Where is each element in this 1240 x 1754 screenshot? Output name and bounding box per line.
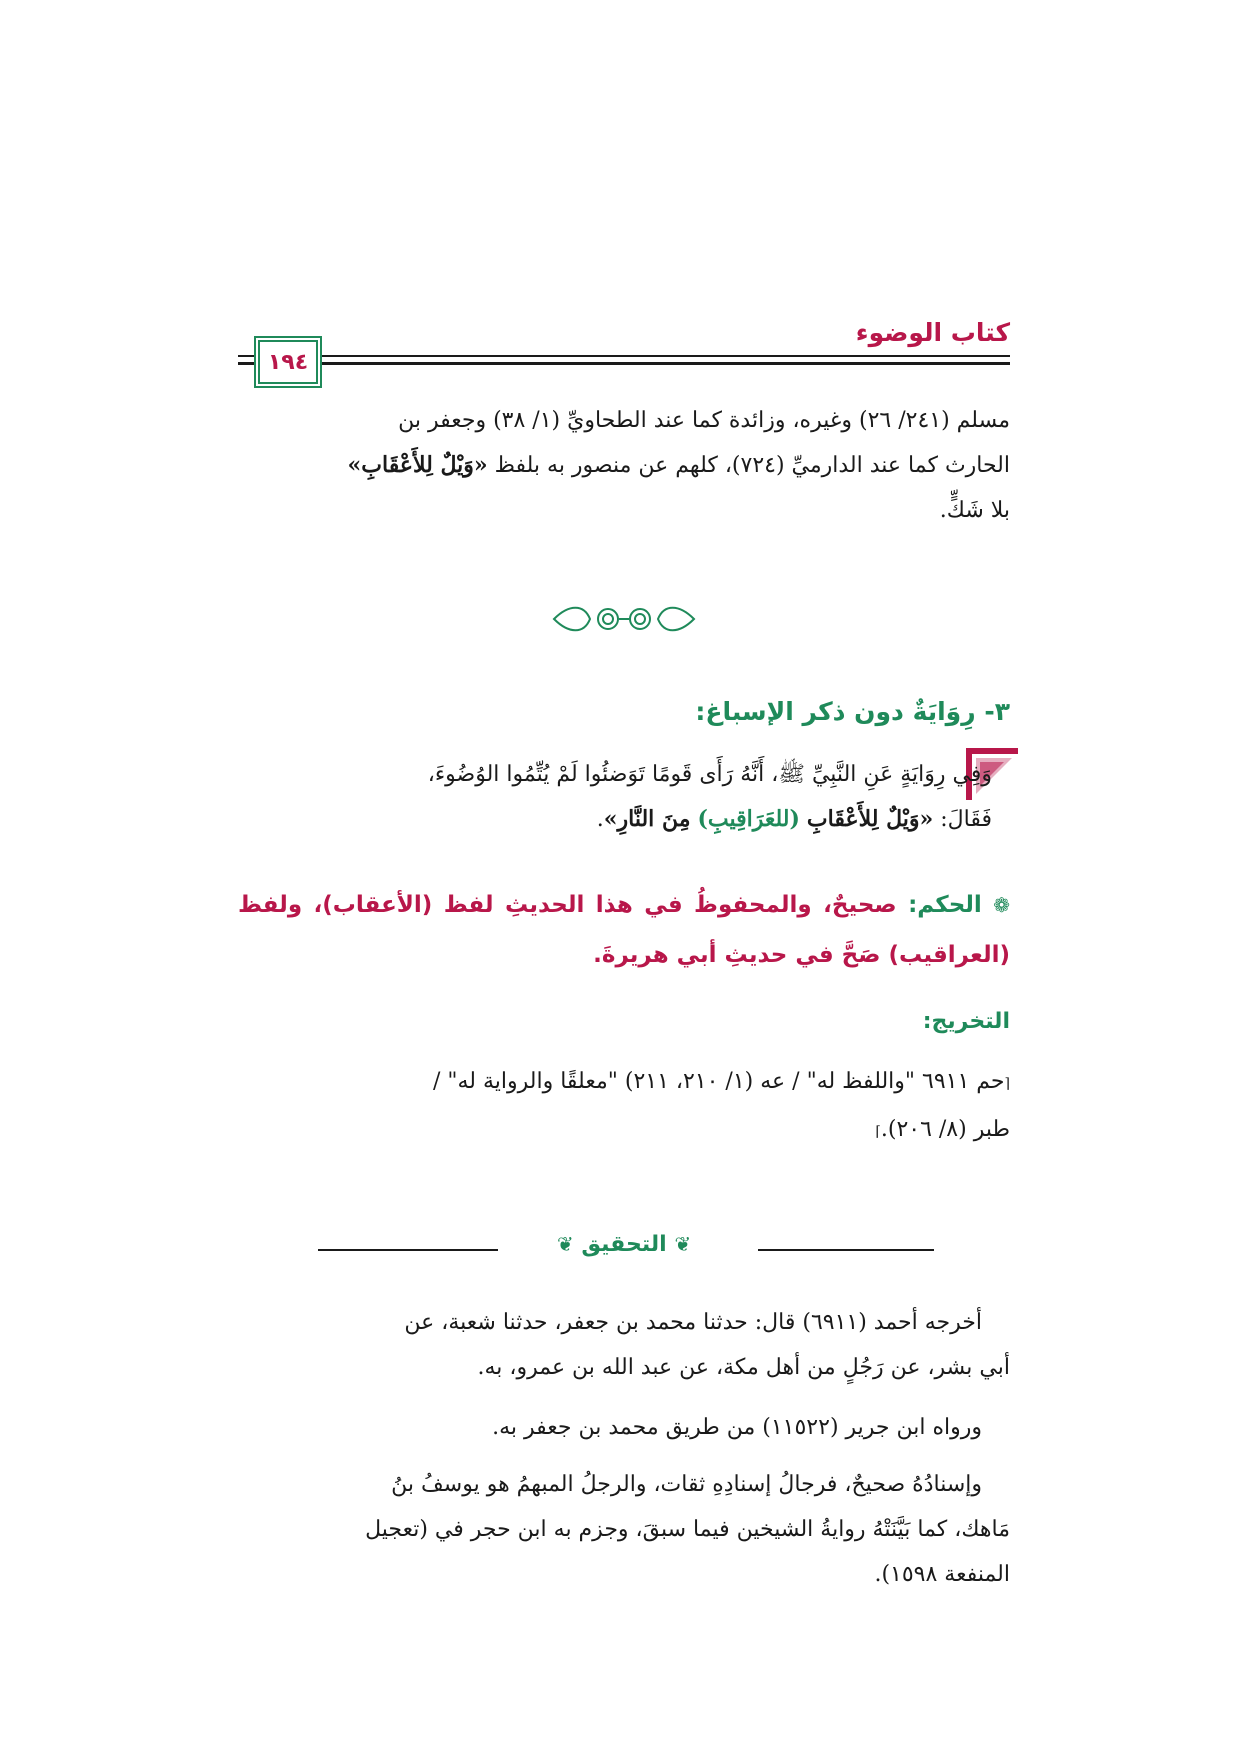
intro-line: مسلم (٢٤١/ ٢٦) وغيره، وزائدة كما عند الطحاويِّ (١/ ٣٨) وجعفر بن <box>398 408 1010 433</box>
intro-line: بلا شَكٍّ. <box>939 498 1010 523</box>
body-paragraph-3 <box>238 1462 1010 1597</box>
hadith-line <box>242 797 992 842</box>
header-rule-bottom <box>238 362 1010 365</box>
floral-ornament-icon <box>534 602 714 636</box>
body-line: وإسنادُهُ صحيحٌ، فرجالُ إسنادِهِ ثقات، والرجلُ المبهمُ هو يوسفُ بنُ <box>391 1472 982 1497</box>
tahqiq-heading <box>238 1232 1010 1257</box>
page-number-badge <box>258 340 318 384</box>
tahqiq-divider <box>238 1230 1010 1270</box>
section-number: ٣- <box>984 697 1010 726</box>
ruling-label: الحكم: <box>908 892 982 918</box>
hadith-variant: (للعَرَاقِيبِ) <box>697 806 800 832</box>
book-page <box>238 0 1010 1754</box>
takhrij-line-text: حم ٦٩١١ "واللفظ له" / عه (١/ ٢١٠، ٢١١) "معلقًا والرواية له" / <box>432 1069 1005 1094</box>
intro-paragraph <box>238 398 1010 533</box>
page-header <box>238 318 1010 390</box>
takhrij-line <box>238 1107 1010 1155</box>
divider-flourish-icon: ❦ <box>556 1232 574 1256</box>
takhrij-paragraph <box>238 1059 1010 1155</box>
hadith-quote-b: مِنَ النَّارِ» <box>603 806 691 832</box>
hadith-end: . <box>596 807 604 832</box>
intro-line-text: الحارث كما عند الدارميِّ (٧٢٤)، كلهم عن منصور به بلفظ <box>494 453 1010 478</box>
page-number: ١٩٤ <box>267 349 309 375</box>
body-paragraph-1 <box>238 1300 1010 1390</box>
takhrij-line-text: طبر (٨/ ٢٠٦). <box>880 1117 1010 1142</box>
takhrij-label: التخريج: <box>922 1009 1010 1034</box>
takhrij-line <box>238 1059 1010 1107</box>
hadith-text <box>242 752 992 842</box>
hadith-line: وَفِي رِوَايَةٍ عَنِ النَّبِيِّ ﷺ، أَنَّهُ رَأَى قَومًا تَوَضئُوا لَمْ يُتِّمُوا الوُضُوءَ، <box>427 762 992 787</box>
hadith-quote-a: «وَيْلٌ لِلأَعْقَابِ <box>806 806 934 832</box>
intro-line <box>238 443 1010 488</box>
body-paragraph-2 <box>238 1405 1010 1450</box>
tahqiq-title: التحقيق <box>581 1232 667 1257</box>
body-line: ورواه ابن جرير (١١٥٢٢) من طريق محمد بن جعفر به. <box>492 1415 982 1440</box>
body-line: أبي بشر، عن رَجُلٍ من أهل مكة، عن عبد الله بن عمرو، به. <box>477 1355 1010 1380</box>
ruling-paragraph <box>238 880 1010 980</box>
rosette-icon: ❁ <box>993 893 1010 917</box>
intro-quote: «وَيْلٌ لِلأَعْقَابِ» <box>347 452 488 478</box>
hadith-block <box>238 752 1010 862</box>
ruling-text: صحيحٌ، والمحفوظُ في هذا الحديثِ لفظ (الأعقاب)، ولفظ (العراقيب) صَحَّ في حديثِ أبي هريرةَ. <box>238 892 1010 968</box>
section-heading <box>695 697 1010 726</box>
book-title: كتاب الوضوء <box>855 318 1010 347</box>
bracket-open-icon: ⌈ <box>1004 1076 1010 1092</box>
header-rule-top <box>238 355 1010 357</box>
body-line: المنفعة ١٥٩٨). <box>874 1562 1010 1587</box>
body-line: مَاهك، كما بَيَّنَتْهُ روايةُ الشيخين فيما سبقَ، وجزم به ابن حجر في (تعجيل <box>365 1517 1010 1542</box>
hadith-intro: فَقَالَ: <box>940 807 992 832</box>
bracket-close-icon: ⌉ <box>875 1124 881 1140</box>
section-title: رِوَايَةٌ دون ذكر الإسباغ: <box>695 697 976 726</box>
body-line: أخرجه أحمد (٦٩١١) قال: حدثنا محمد بن جعفر، حدثنا شعبة، عن <box>404 1310 982 1335</box>
divider-flourish-icon: ❦ <box>674 1232 692 1256</box>
